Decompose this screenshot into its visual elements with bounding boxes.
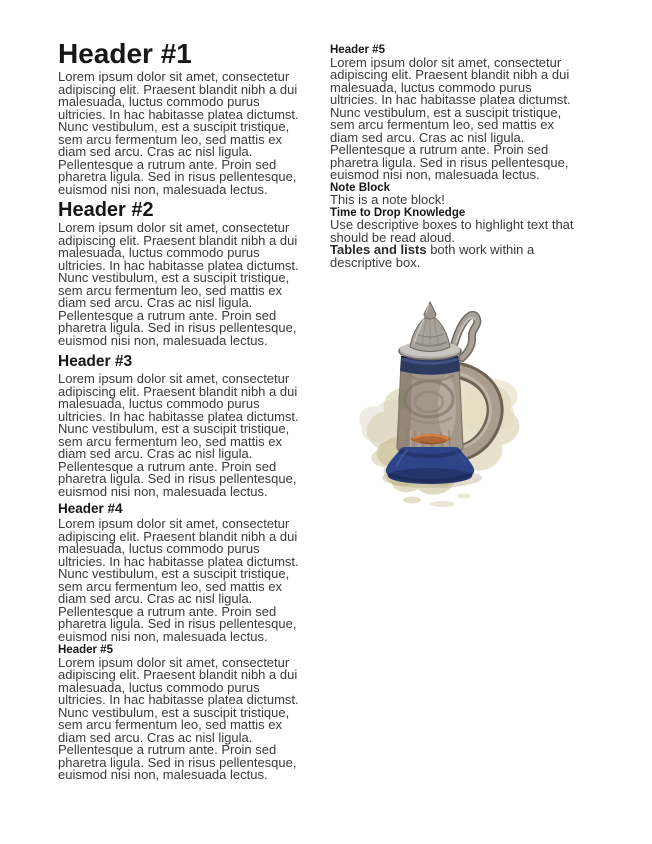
knowledge-heading: Time to Drop Knowledge — [330, 206, 466, 219]
note-block-heading: Note Block — [330, 181, 391, 194]
stein-base — [386, 447, 474, 484]
heading-2: Header #2 — [58, 199, 154, 221]
tables-note — [330, 244, 580, 269]
heading-5-left: Header #5 — [58, 644, 113, 656]
column-left — [58, 40, 308, 782]
stein-lid — [399, 302, 477, 360]
paragraph-3: Lorem ipsum dolor sit amet, consectetur adipiscing elit. Praesent blandit nibh a dui malesuada, luctus commodo purus ultricies. In hac habitasse platea dictumst. Nunc vestibulum, est a suscipit tristique, sem arcu fermentum leo, sed mattis ex diam sed arcu. Cras ac nisl ligula. Pellentesque a rutrum ante. Proin sed pharetra ligula. Sed in risus pellentesque, euismod nisi non, malesuada lectus. — [58, 371, 299, 499]
paragraph-4: Lorem ipsum dolor sit amet, consectetur adipiscing elit. Praesent blandit nibh a dui malesuada, luctus commodo purus ultricies. In hac habitasse platea dictumst. Nunc vestibulum, est a suscipit tristique, sem arcu fermentum leo, sed mattis ex diam sed arcu. Cras ac nisl ligula. Pellentesque a rutrum ante. Proin sed pharetra ligula. Sed in risus pellentesque, euismod nisi non, malesuada lectus. — [58, 516, 299, 644]
heading-1: Header #1 — [58, 38, 192, 69]
heading-3: Header #3 — [58, 353, 133, 370]
tables-note-rest: both work within a descriptive box. — [330, 242, 535, 270]
note-block-text: This is a note block! — [330, 192, 445, 207]
paragraph-6: Lorem ipsum dolor sit amet, consectetur adipiscing elit. Praesent blandit nibh a dui malesuada, luctus commodo purus ultricies. In hac habitasse platea dictumst. Nunc vestibulum, est a suscipit tristique, sem arcu fermentum leo, sed mattis ex diam sed arcu. Cras ac nisl ligula. Pellentesque a rutrum ante. Proin sed pharetra ligula. Sed in risus pellentesque, euismod nisi non, malesuada lectus. — [330, 54, 571, 182]
paragraph-2: Lorem ipsum dolor sit amet, consectetur adipiscing elit. Praesent blandit nibh a dui malesuada, luctus commodo purus ultricies. In hac habitasse platea dictumst. Nunc vestibulum, est a suscipit tristique, sem arcu fermentum leo, sed mattis ex diam sed arcu. Cras ac nisl ligula. Pellentesque a rutrum ante. Proin sed pharetra ligula. Sed in risus pellentesque, euismod nisi non, malesuada lectus. — [58, 220, 299, 348]
heading-5-right: Header #5 — [330, 44, 385, 56]
heading-4: Header #4 — [58, 501, 123, 516]
beer-stein-image — [350, 299, 520, 511]
column-right — [330, 40, 580, 511]
paragraph-5: Lorem ipsum dolor sit amet, consectetur adipiscing elit. Praesent blandit nibh a dui malesuada, luctus commodo purus ultricies. In hac habitasse platea dictumst. Nunc vestibulum, est a suscipit tristique, sem arcu fermentum leo, sed mattis ex diam sed arcu. Cras ac nisl ligula. Pellentesque a rutrum ante. Proin sed pharetra ligula. Sed in risus pellentesque, euismod nisi non, malesuada lectus. — [58, 654, 299, 782]
tables-note-bold: Tables and lists — [330, 242, 427, 257]
knowledge-text: Use descriptive boxes to highlight text that should be read aloud. — [330, 217, 574, 245]
paragraph-1: Lorem ipsum dolor sit amet, consectetur adipiscing elit. Praesent blandit nibh a dui malesuada, luctus commodo purus ultricies. In hac habitasse platea dictumst. Nunc vestibulum, est a suscipit tristique, sem arcu fermentum leo, sed mattis ex diam sed arcu. Cras ac nisl ligula. Pellentesque a rutrum ante. Proin sed pharetra ligula. Sed in risus pellentesque, euismod nisi non, malesuada lectus. — [58, 69, 299, 197]
